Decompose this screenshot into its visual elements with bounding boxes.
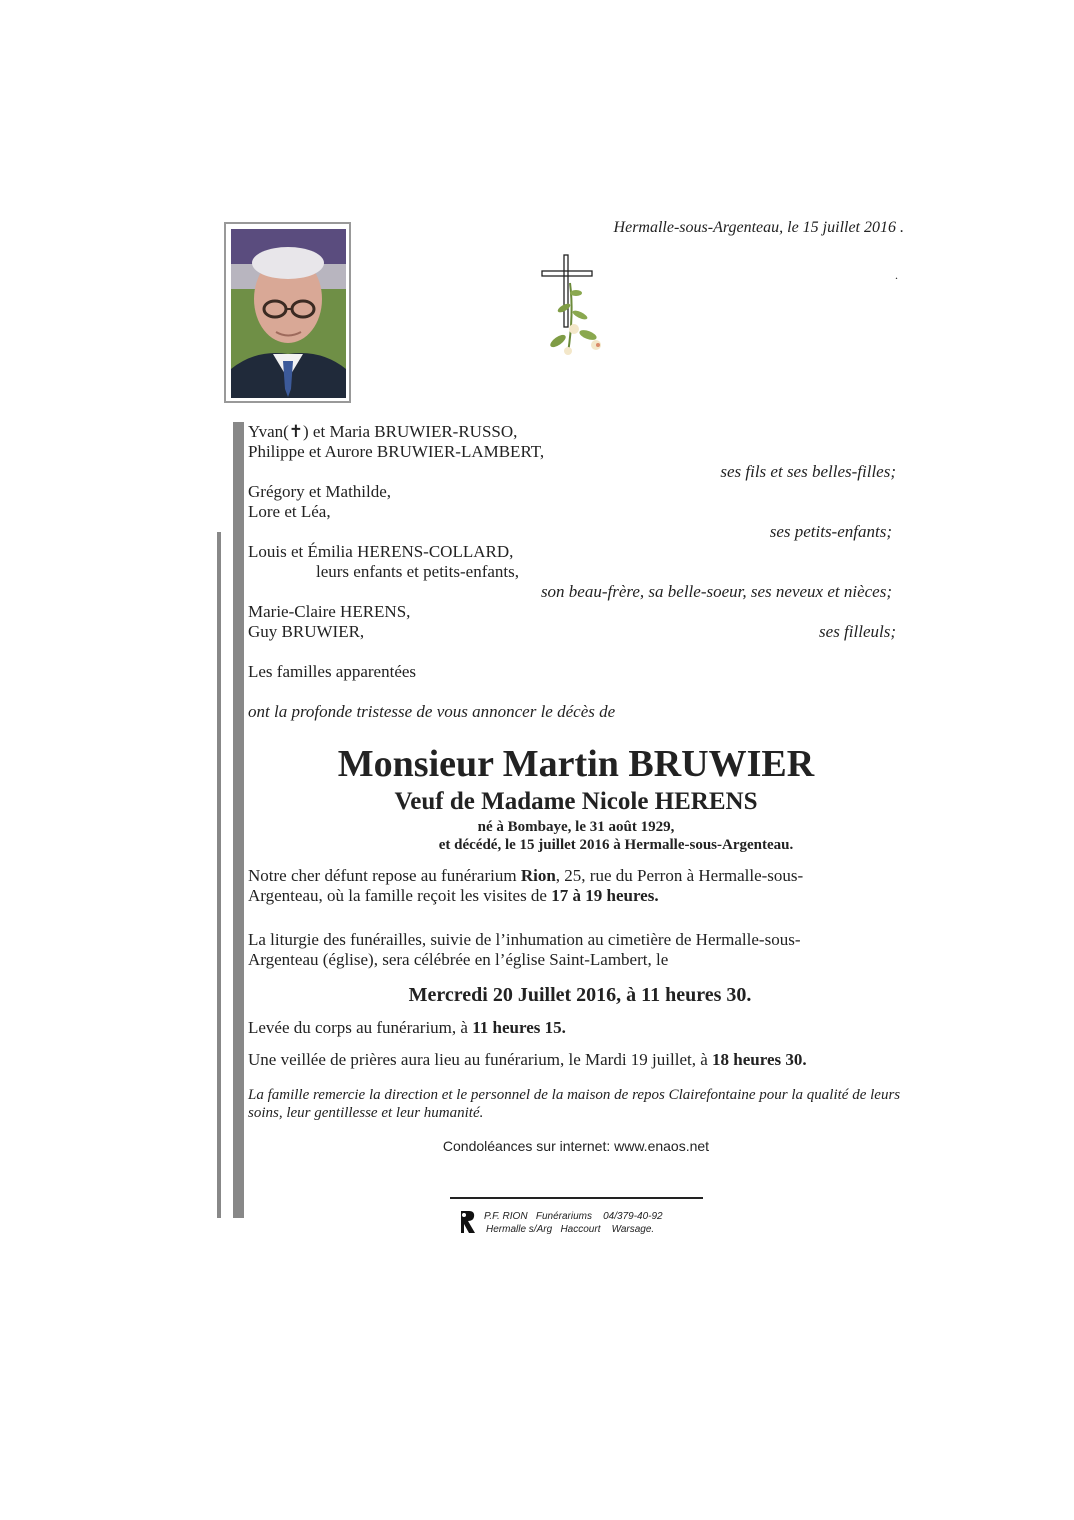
footer-text [484, 1210, 663, 1236]
family-role-sons: ses fils et ses belles-filles; [720, 462, 896, 481]
rest-line-2 [248, 886, 659, 906]
rest-line-1 [248, 866, 803, 886]
family-line-8: Guy BRUWIER, [248, 622, 365, 641]
family-line-5: Louis et Émilia HERENS-COLLARD, [248, 542, 514, 561]
footer-line-1: P.F. RION Funérariums 04/379-40-92 [484, 1211, 663, 1222]
condolences-website: Condoléances sur internet: www.enaos.net [442, 1138, 710, 1154]
liturgy-line-1: La liturgie des funérailles, suivie de l’inhumation au cimetière de Hermalle-sous- [248, 930, 801, 949]
death-line: et décédé, le 15 juillet 2016 à Hermalle-sous-Argenteau. [438, 837, 794, 853]
birth-line: né à Bombaye, le 31 août 1929, [477, 819, 675, 835]
family-line-9: Les familles apparentées [248, 662, 417, 681]
rest-text-a: Notre cher défunt repose au funérarium [248, 866, 521, 885]
family-line-1: Yvan(✝) et Maria BRUWIER-RUSSO, [248, 422, 518, 441]
family-role-godchildren: ses filleuls; [819, 622, 896, 641]
cross-with-flowers-icon [538, 253, 610, 363]
vigil-line [248, 1050, 807, 1070]
levee-line [248, 1018, 566, 1038]
deceased-birth-death [240, 818, 912, 854]
dot-mark: . [895, 268, 898, 282]
left-decorative-bar-thin [217, 532, 221, 1218]
family-line-4: Lore et Léa, [248, 502, 331, 521]
deceased-name: Monsieur Martin BRUWIER [337, 743, 815, 785]
levee-text: Levée du corps au funérarium, à [248, 1018, 473, 1037]
levee-time: 11 heures 15. [472, 1018, 566, 1037]
deceased-widower-of: Veuf de Madame Nicole HERENS [394, 788, 758, 815]
family-role-grandchildren: ses petits-enfants; [769, 522, 892, 541]
place-and-date: Hermalle-sous-Argenteau, le 15 juillet 2016 . [613, 219, 904, 236]
deceased-photo-frame [224, 222, 351, 403]
liturgy-line-2: Argenteau (église), sera célébrée en l’église Saint-Lambert, le [248, 950, 669, 969]
rest-text-d: Argenteau, où la famille reçoit les visites de [248, 886, 552, 905]
footer-line-2: Hermalle s/Arg Haccourt Warsage. [486, 1224, 655, 1235]
announcement-line: ont la profonde tristesse de vous annoncer le décès de [248, 702, 616, 721]
ceremony-date: Mercredi 20 Juillet 2016, à 11 heures 30. [408, 984, 752, 1006]
deceased-portrait-photo [231, 229, 346, 398]
thanks-paragraph: La famille remercie la direction et le personnel de la maison de repos Clairefontaine pour la qualité de leurs soins, leur gentillesse et leur humanité. [248, 1087, 901, 1121]
funeral-home-logo-icon [458, 1209, 478, 1235]
rest-text-c: , 25, rue du Perron à Hermalle-sous- [555, 866, 804, 885]
family-role-in-laws: son beau-frère, sa belle-soeur, ses neveux et nièces; [540, 582, 892, 601]
vigil-time: 18 heures 30. [712, 1050, 807, 1069]
visiting-hours: 17 à 19 heures. [551, 886, 659, 905]
funeral-home-name: Rion [520, 866, 556, 885]
vigil-text: Une veillée de prières aura lieu au funérarium, le Mardi 19 juillet, à [248, 1050, 713, 1069]
family-line-3: Grégory et Mathilde, [248, 482, 392, 501]
family-line-6: leurs enfants et petits-enfants, [316, 562, 519, 581]
family-line-7: Marie-Claire HERENS, [248, 602, 411, 621]
footer-divider [450, 1197, 703, 1199]
family-line-2: Philippe et Aurore BRUWIER-LAMBERT, [248, 442, 545, 461]
